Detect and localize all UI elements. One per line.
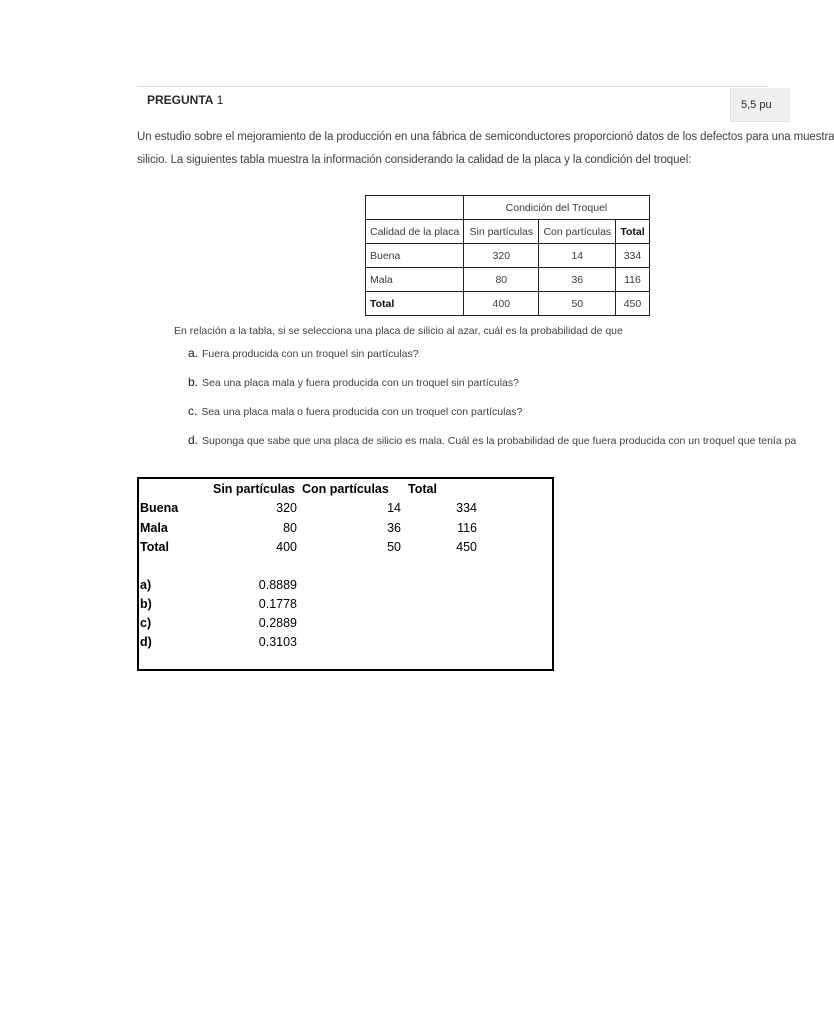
row-label: Buena [366,244,464,268]
answer-cell: 450 [456,540,477,554]
lead-text: En relación a la tabla, si se selecciona una placa de silicio al azar, cuál es la probabilidad de que [174,325,623,337]
group-header: Condición del Troquel [464,196,649,220]
row-label: Total [366,292,464,316]
question-number: 1 [216,93,224,107]
answer-cell: 36 [387,521,401,535]
question-text: Sea una placa mala o fuera producida con un troquel con partículas? [201,406,523,418]
table-cell: 116 [616,268,649,292]
col-header-sin: Sin partículas [464,220,539,244]
question-text: Suponga que sabe que una placa de silicio es mala. Cuál es la probabilidad de que fuera producida con un troquel que tenía pa [202,435,797,447]
answer-header-sin: Sin partículas [213,482,295,496]
table-cell: 400 [464,292,539,316]
row-label: Mala [366,268,464,292]
intro-line-1: Un estudio sobre el mejoramiento de la producción en una fábrica de semiconductores proporcionó datos de los defectos para una muestra [137,131,834,143]
answer-label: b) [140,597,152,611]
question-letter: b. [188,375,199,389]
table-header-row [366,196,650,220]
question-letter: a. [188,346,199,360]
answer-value: 0.1778 [258,597,297,611]
question-label: PREGUNTA [147,93,214,107]
points-badge: 5,5 pu [730,88,790,122]
table-row [366,244,650,268]
question-text: Fuera producida con un troquel sin partículas? [202,348,419,360]
answer-cell: 116 [457,521,477,535]
answer-value: 0.2889 [258,616,297,630]
table-corner-cell [366,196,464,220]
answer-cell: 400 [276,540,297,554]
answer-label: a) [140,578,152,592]
question-title [147,93,223,107]
table-row [366,292,650,316]
col-header-con: Con partículas [539,220,616,244]
question-item-a [188,346,419,360]
answer-row-label: Mala [140,521,168,535]
table-cell: 450 [616,292,649,316]
answer-sheet [137,477,554,671]
table-cell: 334 [616,244,649,268]
answer-value: 0.8889 [258,578,297,592]
table-subheader-row [366,220,650,244]
question-item-b [188,375,519,389]
table-cell: 14 [539,244,616,268]
answer-label: c) [140,616,152,630]
question-item-c [188,404,522,418]
answer-cell: 50 [387,540,401,554]
answer-cell: 14 [387,501,401,515]
answer-cell: 334 [456,501,477,515]
contingency-table [365,195,650,316]
answer-label: d) [140,635,152,649]
table-cell: 50 [539,292,616,316]
table-cell: 36 [539,268,616,292]
answer-cell: 80 [283,521,297,535]
answer-header-con: Con partículas [302,482,389,496]
answer-cell: 320 [276,501,297,515]
table-cell: 320 [464,244,539,268]
answer-row-label: Buena [140,501,179,515]
intro-line-2: silicio. La siguientes tabla muestra la información considerando la calidad de la placa y la condición del troquel: [137,154,692,166]
question-letter: c. [188,404,198,418]
table-cell: 80 [464,268,539,292]
answer-row-label: Total [140,540,169,554]
table-row [366,268,650,292]
answer-value: 0.3103 [258,635,297,649]
question-item-d [188,433,796,447]
question-text: Sea una placa mala y fuera producida con un troquel sin partículas? [202,377,519,389]
header-divider [137,86,768,87]
question-letter: d. [188,433,199,447]
answer-header-total: Total [408,482,437,496]
row-header: Calidad de la placa [366,220,464,244]
col-header-total: Total [616,220,649,244]
